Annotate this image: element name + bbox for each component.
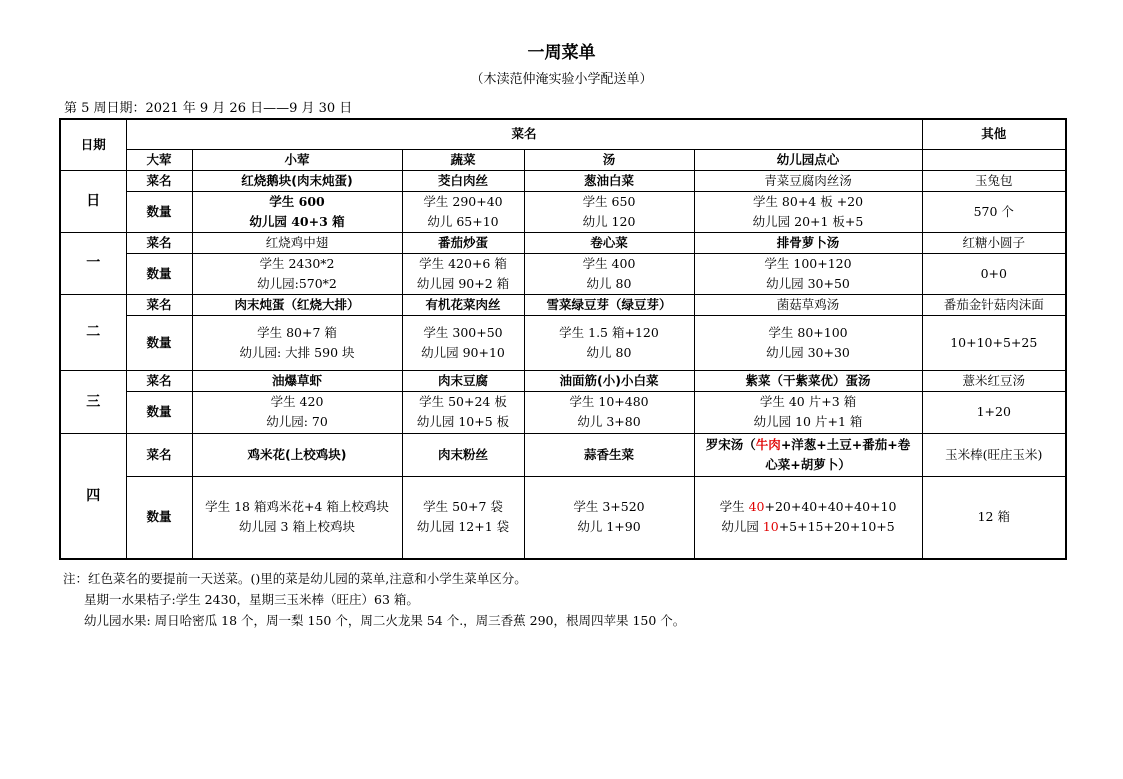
qty-snack: 1+20 [922, 391, 1066, 433]
dish-vegetable: 卷心菜 [524, 232, 694, 253]
dish-small-meat: 肉末豆腐 [402, 370, 524, 391]
row-label-name: 菜名 [126, 433, 192, 476]
note-line: 幼儿园水果: 周日哈密瓜 18 个，周一梨 150 个，周二火龙果 54 个.，周三香蕉 290，根周四苹果 150 个。 [84, 613, 686, 628]
qty-snack: 12 箱 [922, 476, 1066, 559]
qty-line: 学生 50+24 板 [419, 394, 507, 409]
dish-vegetable: 葱油白菜 [524, 170, 694, 191]
note-line: 星期一水果桔子:学生 2430，星期三玉米棒（旺庄）63 箱。 [84, 592, 419, 607]
qty-line: 学生 3+520 [573, 499, 645, 515]
dish-snack: 玉兔包 [922, 170, 1066, 191]
qty-line: 幼儿园: 70 [266, 414, 328, 429]
qty-snack: 0+0 [922, 253, 1066, 294]
dish-big-meat: 油爆草虾 [192, 370, 402, 391]
dish-big-meat: 红烧鹅块(肉末炖蛋) [192, 170, 402, 191]
header-kindergarten-snack: 幼儿园点心 [694, 149, 922, 170]
soup-text: +洋葱+土豆+番茄+卷 [780, 436, 911, 452]
dish-soup: 青菜豆腐肉丝汤 [694, 170, 922, 191]
qty-line: 学生 290+40 [423, 193, 503, 209]
qty-line: 幼儿园 30+30 [766, 344, 850, 360]
qty-big-meat [192, 191, 402, 232]
qty-small-meat [402, 315, 524, 370]
table-row [60, 433, 1066, 476]
page-title: 一周菜单 [527, 43, 596, 63]
qty-line: 幼儿 120 [582, 213, 636, 229]
day-label: 四 [60, 433, 126, 559]
qty-line: 幼儿园 10+5 板 [416, 414, 510, 429]
qty-line: 幼儿 1+90 [577, 519, 641, 535]
dish-small-meat: 肉末粉丝 [402, 433, 524, 476]
row-label-qty: 数量 [126, 476, 192, 559]
row-label-name: 菜名 [126, 170, 192, 191]
dish-snack: 番茄金针菇肉沫面 [922, 294, 1066, 315]
header-row-1 [60, 119, 1066, 149]
day-label: 日 [60, 170, 126, 232]
qty-line: 幼儿园 30+50 [766, 275, 850, 291]
qty-line: 学生 400 [582, 255, 636, 271]
qty-soup [694, 391, 922, 433]
footnotes [63, 568, 685, 631]
header-small-meat: 小荤 [192, 149, 402, 170]
qty-line: 幼儿园 20+1 板+5 [752, 213, 864, 229]
qty-line: 学生 1.5 箱+120 [559, 324, 659, 340]
day-label: 三 [60, 370, 126, 433]
header-soup: 汤 [524, 149, 694, 170]
table-row [60, 170, 1066, 191]
qty-vegetable [524, 191, 694, 232]
qty-text: +20+40+40+40+10 [764, 499, 897, 515]
day-label: 二 [60, 294, 126, 370]
qty-text-highlight: 40 [748, 499, 765, 515]
row-label-name: 菜名 [126, 370, 192, 391]
qty-line: 学生 80+7 箱 [257, 324, 337, 340]
qty-vegetable [524, 253, 694, 294]
qty-vegetable [524, 476, 694, 559]
table-row [60, 476, 1066, 559]
qty-big-meat [192, 253, 402, 294]
table-row [60, 391, 1066, 433]
dish-snack: 红糖小圆子 [922, 232, 1066, 253]
header-date: 日期 [60, 119, 126, 170]
dish-small-meat: 有机花菜肉丝 [402, 294, 524, 315]
qty-line: 幼儿园:570*2 [257, 275, 337, 291]
dish-soup [694, 433, 922, 476]
dish-big-meat: 肉末炖蛋（红烧大排） [192, 294, 402, 315]
qty-line: 学生 80+100 [768, 324, 848, 340]
qty-line: 幼儿园 90+2 箱 [416, 275, 510, 291]
qty-line: 学生 50+7 袋 [423, 499, 503, 515]
qty-line: 幼儿园 3 箱上校鸡块 [239, 519, 355, 535]
qty-line: 幼儿园 90+10 [421, 344, 505, 360]
qty-line: 学生 80+4 板 +20 [752, 193, 864, 209]
qty-soup [694, 476, 922, 559]
qty-line: 幼儿园 40+3 箱 [249, 213, 345, 229]
weekly-menu-table [59, 118, 1067, 560]
day-label: 一 [60, 232, 126, 294]
dish-soup: 排骨萝卜汤 [694, 232, 922, 253]
dish-small-meat: 番茄炒蛋 [402, 232, 524, 253]
row-label-qty: 数量 [126, 391, 192, 433]
dish-big-meat: 红烧鸡中翅 [192, 232, 402, 253]
table-row [60, 253, 1066, 294]
qty-line: 学生 40 片+3 箱 [759, 394, 857, 409]
qty-line: 幼儿园 12+1 袋 [416, 519, 510, 535]
table-row [60, 232, 1066, 253]
qty-text: +5+15+20+10+5 [778, 519, 895, 535]
qty-line: 学生 300+50 [423, 324, 503, 340]
qty-snack: 570 个 [922, 191, 1066, 232]
qty-soup [694, 315, 922, 370]
table-row [60, 315, 1066, 370]
header-row-2 [60, 149, 1066, 170]
row-label-name: 菜名 [126, 294, 192, 315]
qty-big-meat [192, 391, 402, 433]
qty-small-meat [402, 391, 524, 433]
qty-soup [694, 253, 922, 294]
qty-line: 学生 650 [582, 193, 636, 209]
qty-line: 学生 2430*2 [259, 255, 335, 271]
row-label-qty: 数量 [126, 315, 192, 370]
qty-line [697, 497, 920, 517]
qty-line: 学生 18 箱鸡米花+4 箱上校鸡块 [205, 499, 389, 515]
soup-text: 罗宋汤（ [705, 436, 756, 452]
qty-line: 幼儿 80 [586, 275, 632, 291]
qty-line: 幼儿 80 [586, 344, 632, 360]
qty-line: 学生 420 [270, 394, 324, 409]
dish-small-meat: 茭白肉丝 [402, 170, 524, 191]
header-dish-name: 菜名 [126, 119, 922, 149]
qty-small-meat [402, 253, 524, 294]
qty-soup [694, 191, 922, 232]
qty-text: 学生 [719, 499, 749, 515]
dish-soup: 紫菜（干紫菜优）蛋汤 [694, 370, 922, 391]
qty-line: 幼儿园: 大排 590 块 [239, 344, 355, 360]
qty-line: 幼儿 65+10 [427, 213, 499, 229]
header-other: 其他 [922, 119, 1066, 149]
dish-vegetable: 雪菜绿豆芽（绿豆芽） [524, 294, 694, 315]
table-row [60, 191, 1066, 232]
qty-snack: 10+10+5+25 [922, 315, 1066, 370]
qty-vegetable [524, 315, 694, 370]
table-row [60, 294, 1066, 315]
table-row [60, 370, 1066, 391]
dish-snack: 薏米红豆汤 [922, 370, 1066, 391]
header-vegetable: 蔬菜 [402, 149, 524, 170]
qty-line [697, 517, 920, 537]
row-label-qty: 数量 [126, 191, 192, 232]
dish-snack: 玉米棒(旺庄玉米) [922, 433, 1066, 476]
qty-line: 幼儿园 10 片+1 箱 [753, 414, 863, 429]
qty-small-meat [402, 476, 524, 559]
soup-text: 心菜+胡萝卜） [765, 456, 851, 472]
qty-vegetable [524, 391, 694, 433]
qty-line: 幼儿 3+80 [577, 414, 641, 429]
qty-text-highlight: 10 [762, 519, 779, 535]
week-period: 第 5 周日期：2021 年 9 月 26 日——9 月 30 日 [64, 101, 353, 116]
dish-vegetable: 蒜香生菜 [524, 433, 694, 476]
qty-line: 学生 100+120 [764, 255, 852, 271]
qty-big-meat [192, 315, 402, 370]
dish-vegetable: 油面筋(小)小白菜 [524, 370, 694, 391]
note-line: 注：红色菜名的要提前一天送菜。()里的菜是幼儿园的菜单,注意和小学生菜单区分。 [63, 571, 527, 586]
qty-line: 学生 420+6 箱 [419, 255, 507, 271]
qty-small-meat [402, 191, 524, 232]
dish-big-meat: 鸡米花(上校鸡块) [192, 433, 402, 476]
soup-text-highlight: 牛肉 [755, 436, 781, 452]
row-label-qty: 数量 [126, 253, 192, 294]
qty-line: 学生 10+480 [569, 394, 649, 409]
header-big-meat: 大荤 [126, 149, 192, 170]
qty-big-meat [192, 476, 402, 559]
page-subtitle: （木渎范仲淹实验小学配送单） [470, 72, 653, 87]
qty-line: 学生 600 [269, 193, 325, 209]
qty-text: 幼儿园 [721, 519, 763, 535]
dish-soup: 菌菇草鸡汤 [694, 294, 922, 315]
row-label-name: 菜名 [126, 232, 192, 253]
